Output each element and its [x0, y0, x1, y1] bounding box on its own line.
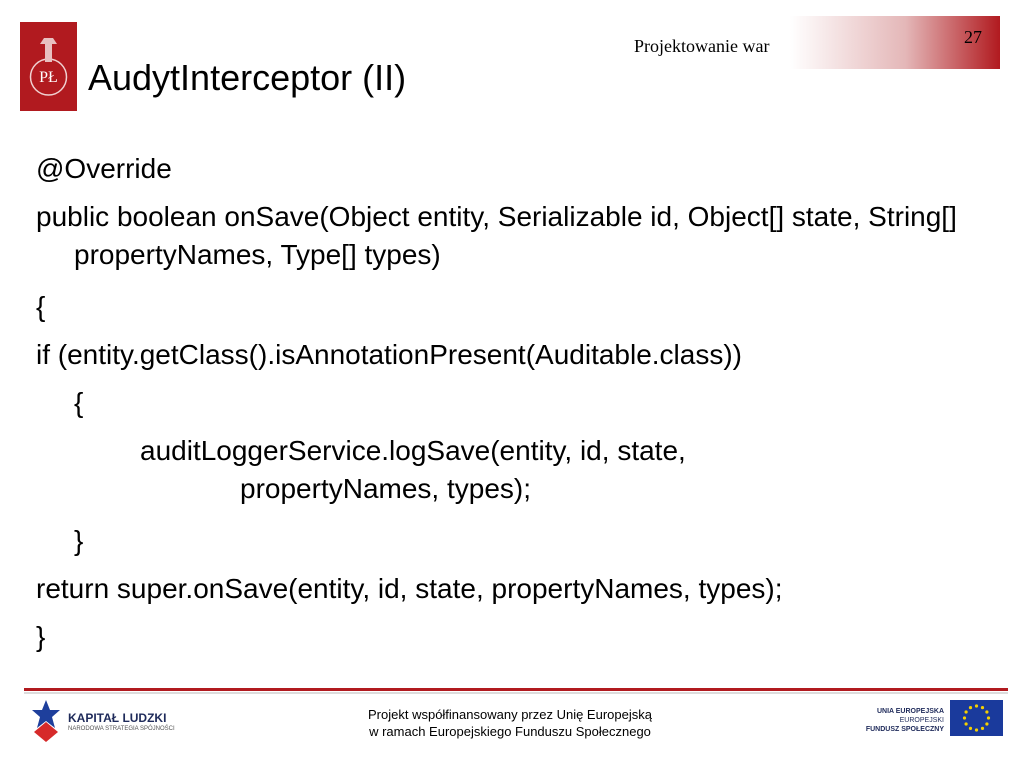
- footer-divider-light: [24, 692, 1008, 694]
- code-line: public boolean onSave(Object entity, Serializable id, Object[] state, String[] propertyNames, Type[] types): [36, 201, 957, 270]
- slide-title: AudytInterceptor (II): [88, 57, 407, 98]
- logo-text: PŁ: [39, 69, 58, 86]
- eu-label: [862, 707, 944, 734]
- code-line: if (entity.getClass().isAnnotationPresent(Auditable.class)): [36, 339, 743, 370]
- code-listing: [36, 150, 996, 666]
- kapital-ludzki-logo-icon: [30, 698, 62, 744]
- footer-line-1: Projekt współfinansowany przez Unię Europejską: [368, 707, 652, 722]
- code-line: {: [74, 387, 84, 418]
- kapital-ludzki-subtitle: NARODOWA STRATEGIA SPÓJNOŚCI: [68, 726, 175, 732]
- eu-label-line-1: UNIA EUROPEJSKA: [876, 708, 944, 715]
- footer-divider: [24, 688, 1008, 691]
- code-line: [36, 432, 996, 522]
- slide-number: 27: [964, 27, 982, 47]
- code-line: return super.onSave(entity, id, state, propertyNames, types);: [36, 573, 783, 604]
- kapital-ludzki-title: KAPITAŁ LUDZKI: [68, 711, 167, 725]
- code-line: {: [36, 291, 46, 322]
- code-line-part: auditLoggerService.logSave(entity, id, state,: [140, 435, 686, 466]
- university-crest-icon: [20, 22, 77, 111]
- code-line: }: [36, 621, 46, 652]
- eu-label-line-2: EUROPEJSKI: [899, 717, 944, 724]
- eu-label-line-3: FUNDUSZ SPOŁECZNY: [865, 726, 944, 733]
- code-line: @Override: [36, 153, 172, 184]
- footer-funding-note: [320, 706, 700, 740]
- code-line-continuation: propertyNames, types);: [240, 473, 531, 504]
- course-title: Projektowanie war: [634, 36, 770, 56]
- eu-flag-icon: [950, 700, 1003, 736]
- footer-line-2: w ramach Europejskiego Funduszu Społecznego: [369, 724, 651, 739]
- university-logo: [20, 22, 77, 111]
- code-line: }: [74, 525, 84, 556]
